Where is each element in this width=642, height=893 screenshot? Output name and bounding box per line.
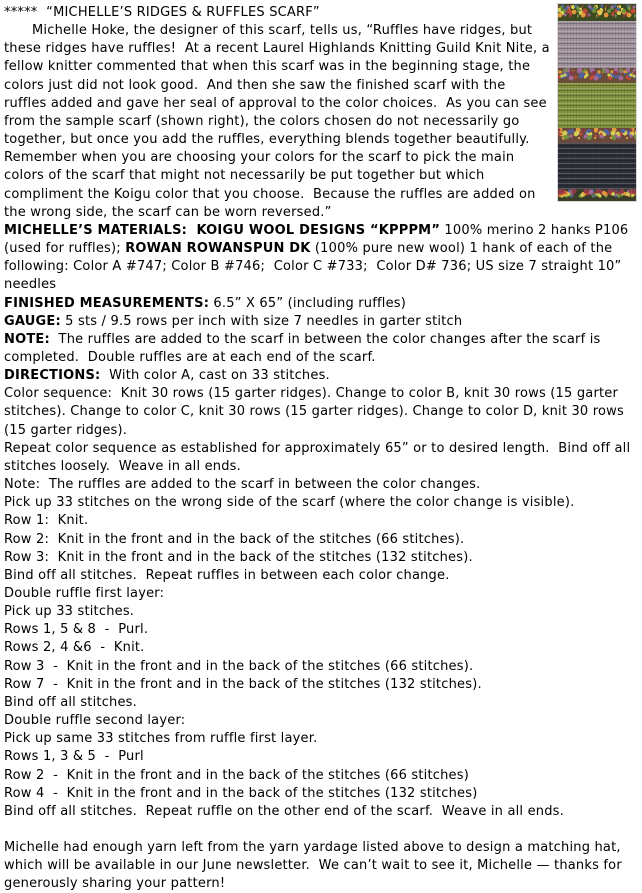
bold-text: ROWAN ROWANSPUN DK (125, 241, 311, 257)
double-ruffle-second-heading (4, 712, 636, 730)
color-sequence-paragraph (4, 385, 636, 439)
body-text: Pick up 33 stitches on the wrong side of the scarf (where the color change is visible). (4, 495, 575, 511)
scarf-ruffle-band (558, 4, 636, 21)
scarf-ruffle-band (558, 189, 636, 201)
body-text: Row 4 - Knit in the front and in the back of the stitches (132 stitches) (4, 785, 478, 801)
scarf-ruffle-band (558, 128, 636, 143)
body-text: Bind off all stitches. (4, 694, 137, 710)
title-line (4, 4, 636, 22)
body-text: 5 sts / 9.5 rows per inch with size 7 needles in garter stitch (60, 313, 463, 329)
body-text: ***** “MICHELLE’S RIDGES & RUFFLES SCARF” (4, 5, 320, 20)
body-text: 100% merino 2 hanks P106 (used for ruffles); (4, 222, 633, 257)
bold-text: MICHELLE’S MATERIALS: KOIGU WOOL DESIGNS “KPPPM” (4, 222, 441, 238)
double-ruffle-first-heading (4, 585, 636, 603)
body-text: Double ruffle second layer: (4, 713, 186, 729)
body-text: Pick up same 33 stitches from ruffle first layer. (4, 731, 318, 747)
bind-off-line (4, 694, 636, 712)
pickup-line (4, 730, 636, 748)
repeat-sequence-paragraph (4, 440, 636, 476)
body-text: Row 1: Knit. (4, 513, 89, 529)
bind-off-line (4, 567, 636, 585)
body-text: Row 3 - Knit in the front and in the back of the stitches (66 stitches). (4, 658, 474, 674)
row-instruction (4, 785, 636, 803)
scarf-knit-band (558, 143, 636, 189)
body-text: Bind off all stitches. Repeat ruffle on the other end of the scarf. Weave in all ends. (4, 803, 564, 819)
body-text: With color A, cast on 33 stitches. (100, 368, 330, 384)
body-text: Rows 2, 4 &6 - Knit. (4, 640, 145, 656)
body-text: Bind off all stitches. Repeat ruffles in between each color change. (4, 567, 450, 583)
gauge-line (4, 313, 636, 331)
body-text: Repeat color sequence as established for approximately 65” or to desired length. Bind off all stitches loosely. Weave in all ends. (4, 440, 635, 474)
row-instruction (4, 549, 636, 567)
intro-paragraph (4, 22, 636, 222)
scarf-ruffle-band (558, 68, 636, 83)
document-body (4, 4, 636, 893)
body-text: (100% pure new wool) 1 hank of each of the following: Color A #747; Color B #746; Color C #733; Color D# 736; US size 7 straight 10” needles (4, 241, 626, 293)
row-instruction (4, 767, 636, 785)
scarf-knit-band (558, 21, 636, 68)
body-text: Color sequence: Knit 30 rows (15 garter ridges). Change to color B, knit 30 rows (15 garter stitches). Change to color C, knit 30 rows (15 garter ridges). Change to color D, knit 30 rows (15 garter ridges). (4, 386, 629, 438)
note-paragraph (4, 331, 636, 367)
row-instruction (4, 531, 636, 549)
bold-text: FINISHED MEASUREMENTS: (4, 295, 210, 311)
row-instruction (4, 748, 636, 766)
pickup-line (4, 494, 636, 512)
body-text: Pick up 33 stitches. (4, 604, 135, 620)
closing-paragraph (4, 839, 636, 893)
pickup-line (4, 603, 636, 621)
body-text: Michelle Hoke, the designer of this scarf, tells us, “Ruffles have ridges, but these ridges have ruffles! At a recent Laurel Highlands Knitting Guild Knit Nite, a fellow knitter commented that when this scarf was in the beginning stage, the colors just did not look good. And then she saw the finished scarf with the ruffles added and gave her seal of approval to the color choices. As you can see from the sample scarf (shown right), the colors chosen do not necessarily go together, but once you add the ruffles, everything blends together beautifully. Remember when you are choosing your colors for the scarf to pick the main colors of the scarf that might not necessarily be put together but which compliment the Koigu color that you choose. Because the ruffles are added on the wrong side, the scarf can be worn reversed.” (4, 23, 555, 220)
bold-text: DIRECTIONS: (4, 368, 101, 384)
bind-off-line (4, 803, 636, 821)
spacer-line (4, 821, 636, 839)
directions-line (4, 367, 636, 385)
materials-paragraph (4, 222, 636, 295)
row-instruction (4, 621, 636, 639)
body-text: Rows 1, 3 & 5 - Purl (4, 749, 144, 765)
body-text: 6.5” X 65” (including ruffles) (209, 295, 407, 311)
body-text: Row 2 - Knit in the front and in the back of the stitches (66 stitches) (4, 767, 469, 783)
bold-text: GAUGE: (4, 313, 61, 329)
body-text: Rows 1, 5 & 8 - Purl. (4, 622, 149, 638)
sample-scarf-photo (558, 4, 636, 201)
row-instruction (4, 639, 636, 657)
body-text: Note: The ruffles are added to the scarf in between the color changes. (4, 477, 481, 493)
body-text: The ruffles are added to the scarf in between the color changes after the scarf is completed. Double ruffles are at each end of the scarf. (4, 331, 605, 365)
row-instruction (4, 676, 636, 694)
body-text: Michelle had enough yarn left from the yarn yardage listed above to design a matching hat, which will be available in our June newsletter. We can’t wait to see it, Michelle — thanks for generously sharing your pattern! (4, 840, 627, 892)
bold-text: NOTE: (4, 331, 50, 347)
body-text: Row 3: Knit in the front and in the back of the stitches (132 stitches). (4, 549, 473, 565)
body-text: Row 2: Knit in the front and in the back of the stitches (66 stitches). (4, 531, 465, 547)
row-instruction (4, 658, 636, 676)
measurements-line (4, 295, 636, 313)
body-text: Double ruffle first layer: (4, 586, 165, 601)
scarf-knit-band (558, 83, 636, 128)
body-text: Row 7 - Knit in the front and in the back of the stitches (132 stitches). (4, 676, 482, 692)
row-instruction (4, 512, 636, 530)
ruffle-note-line (4, 476, 636, 494)
